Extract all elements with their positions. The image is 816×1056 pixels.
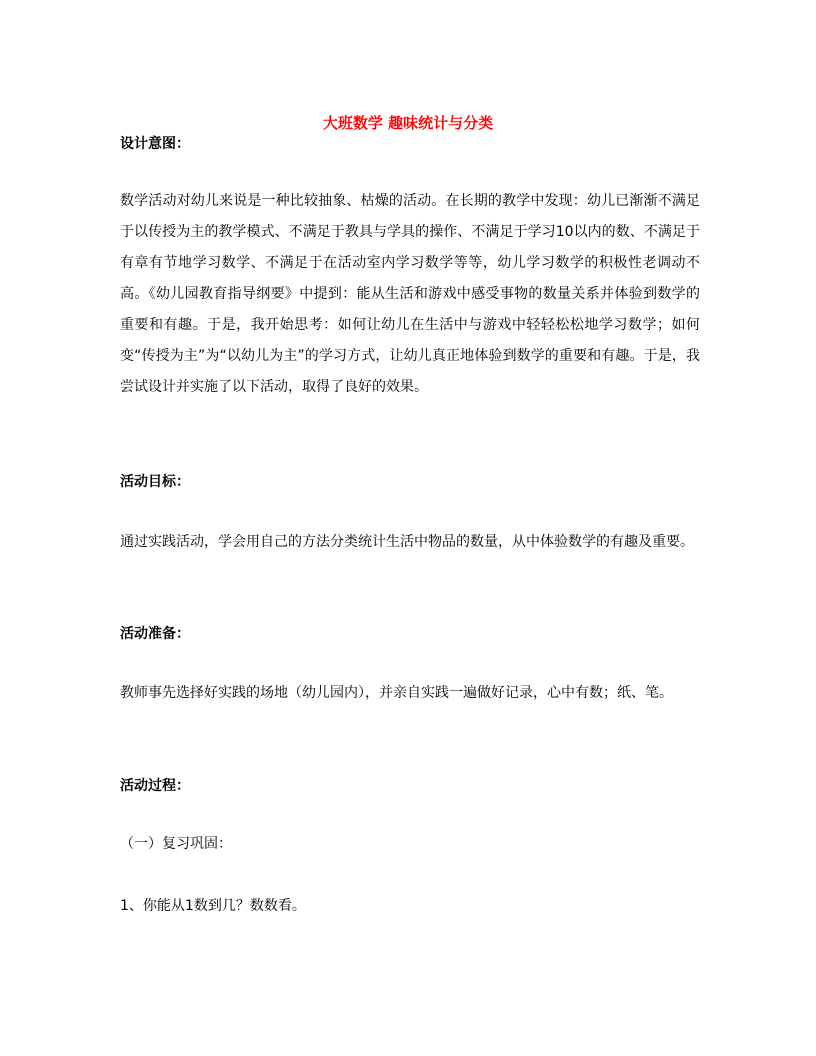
goal-heading: 活动目标： bbox=[120, 474, 190, 490]
preparation-heading: 活动准备： bbox=[120, 626, 190, 642]
design-intent-paragraph: 数学活动对幼儿来说是一种比较抽象、枯燥的活动。在长期的教学中发现：幼儿已渐渐不满足于以传授为主的教学模式、不满足于教具与学具的操作、不满足于学习10以内的数、不满足于有章有节地学习数学、不满足于在活动室内学习数学等等，幼儿学习数学的积极性老调动不高。《幼儿园教育指导纲要》中提到：能从生活和游戏中感受事物的数量关系并体验到数学的重要和有趣。于是，我开始思考：如何让幼儿在生活中与游戏中轻轻松松地学习数学；如何变“传授为主”为“以幼儿为主”的学习方式，让幼儿真正地体验到数学的重要和有趣。于是，我尝试设计并实施了以下活动，取得了良好的效果。 bbox=[120, 193, 700, 395]
document-title: 大班数学 趣味统计与分类 bbox=[322, 114, 494, 132]
process-subheading: （一）复习巩固： bbox=[120, 836, 232, 852]
design-intent-heading: 设计意图： bbox=[120, 136, 190, 152]
process-item-1: 1、你能从1数到几？数数看。 bbox=[120, 898, 306, 914]
process-heading: 活动过程： bbox=[120, 778, 190, 794]
goal-paragraph: 通过实践活动，学会用自己的方法分类统计生活中物品的数量，从中体验数学的有趣及重要。 bbox=[120, 534, 694, 550]
preparation-paragraph: 教师事先选择好实践的场地（幼儿园内），并亲自实践一遍做好记录，心中有数；纸、笔。 bbox=[120, 685, 673, 701]
